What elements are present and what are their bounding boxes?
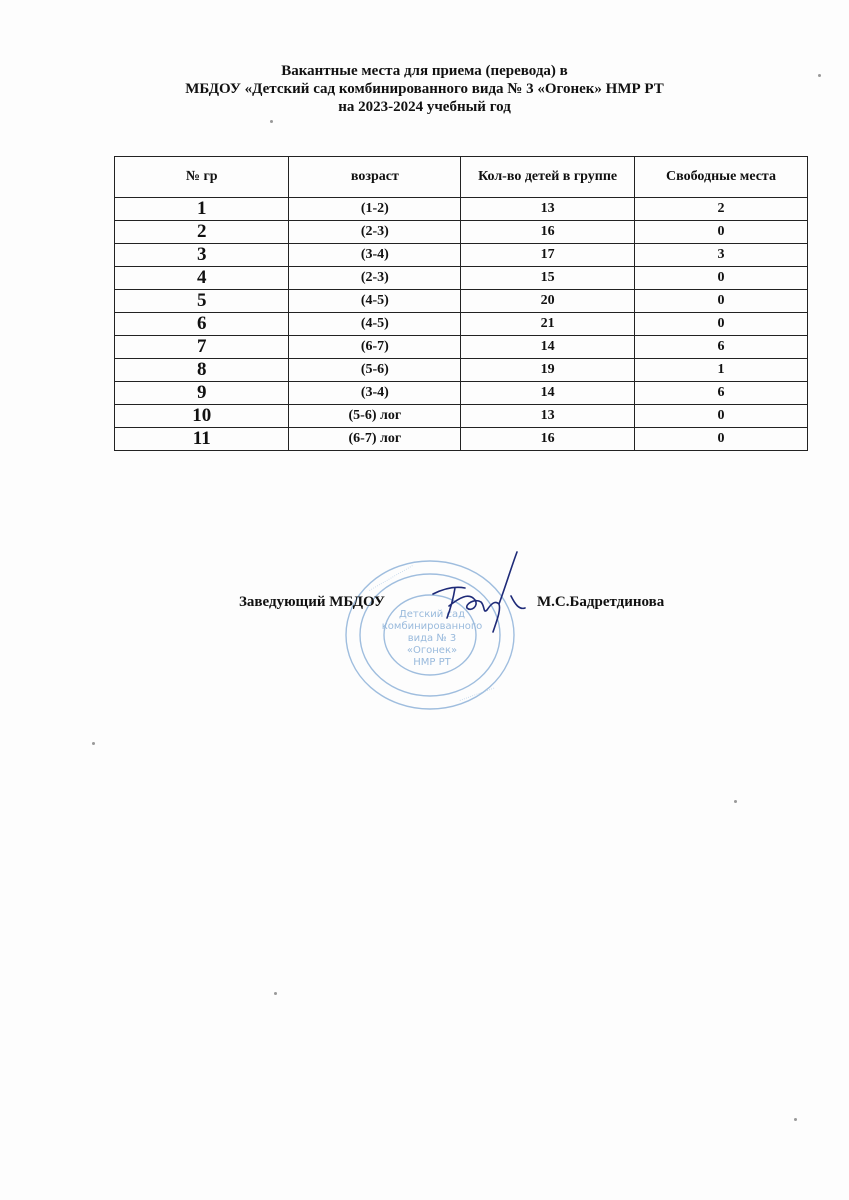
- vacancies-table: [114, 156, 808, 451]
- children-count-cell: 21: [461, 313, 635, 336]
- group-number-cell: 10: [115, 405, 289, 428]
- group-number-cell: 5: [115, 290, 289, 313]
- children-count-cell: 14: [461, 382, 635, 405]
- group-number-cell: 9: [115, 382, 289, 405]
- children-count-cell: 20: [461, 290, 635, 313]
- age-cell: (5-6): [289, 359, 461, 382]
- table-row: [115, 290, 808, 313]
- age-cell: (2-3): [289, 221, 461, 244]
- title-line-2: МБДОУ «Детский сад комбинированного вида № 3 «Огонек» НМР РТ: [185, 81, 664, 97]
- table-row: [115, 405, 808, 428]
- scan-speck: [734, 800, 737, 803]
- document-title: [0, 62, 849, 116]
- table-row: [115, 428, 808, 451]
- table-header-row: [115, 157, 808, 198]
- free-places-cell: 0: [634, 428, 807, 451]
- children-count-cell: 13: [461, 405, 635, 428]
- free-places-cell: 3: [634, 244, 807, 267]
- free-places-cell: 6: [634, 382, 807, 405]
- free-places-cell: 0: [634, 290, 807, 313]
- table-row: [115, 382, 808, 405]
- free-places-cell: 0: [634, 221, 807, 244]
- children-count-cell: 15: [461, 267, 635, 290]
- svg-text:Детский сад: Детский сад: [398, 609, 466, 620]
- children-count-cell: 16: [461, 428, 635, 451]
- free-places-cell: 0: [634, 267, 807, 290]
- title-line-1: Вакантные места для приема (перевода) в: [281, 63, 568, 79]
- handwritten-signature: [425, 548, 535, 638]
- children-count-cell: 14: [461, 336, 635, 359]
- age-cell: (6-7): [289, 336, 461, 359]
- table-row: [115, 336, 808, 359]
- age-cell: (1-2): [289, 198, 461, 221]
- scan-speck: [270, 120, 273, 123]
- scan-speck: [818, 74, 821, 77]
- free-places-cell: 1: [634, 359, 807, 382]
- age-cell: (3-4): [289, 382, 461, 405]
- children-count-cell: 17: [461, 244, 635, 267]
- scan-speck: [794, 1118, 797, 1121]
- table-row: [115, 221, 808, 244]
- svg-text:НМР РТ: НМР РТ: [413, 657, 451, 668]
- group-number-cell: 2: [115, 221, 289, 244]
- table-row: [115, 267, 808, 290]
- scan-speck: [274, 992, 277, 995]
- free-places-cell: 6: [634, 336, 807, 359]
- age-cell: (4-5): [289, 290, 461, 313]
- header-group-number: № гр: [115, 157, 289, 198]
- group-number-cell: 11: [115, 428, 289, 451]
- table-row: [115, 244, 808, 267]
- age-cell: (2-3): [289, 267, 461, 290]
- header-free-places: Свободные места: [634, 157, 807, 198]
- children-count-cell: 16: [461, 221, 635, 244]
- free-places-cell: 0: [634, 405, 807, 428]
- scan-speck: [92, 742, 95, 745]
- age-cell: (4-5): [289, 313, 461, 336]
- group-number-cell: 7: [115, 336, 289, 359]
- header-children-count: Кол-во детей в группе: [461, 157, 635, 198]
- age-cell: (6-7) лог: [289, 428, 461, 451]
- age-cell: (3-4): [289, 244, 461, 267]
- group-number-cell: 3: [115, 244, 289, 267]
- signatory-name: М.С.Бадретдинова: [537, 594, 665, 610]
- group-number-cell: 6: [115, 313, 289, 336]
- table-row: [115, 313, 808, 336]
- children-count-cell: 19: [461, 359, 635, 382]
- group-number-cell: 8: [115, 359, 289, 382]
- header-age: возраст: [289, 157, 461, 198]
- title-line-3: на 2023-2024 учебный год: [338, 99, 511, 115]
- table-row: [115, 359, 808, 382]
- svg-text:·················: ·················: [457, 684, 497, 705]
- free-places-cell: 2: [634, 198, 807, 221]
- group-number-cell: 4: [115, 267, 289, 290]
- svg-text:вида № 3: вида № 3: [407, 633, 457, 644]
- svg-text:·······················: ·······················: [367, 562, 416, 595]
- signatory-position: Заведующий МБДОУ: [239, 594, 385, 610]
- free-places-cell: 0: [634, 313, 807, 336]
- svg-text:«Огонек»: «Огонек»: [406, 645, 458, 656]
- svg-text:комбинированного: комбинированного: [381, 621, 483, 632]
- table-row: [115, 198, 808, 221]
- children-count-cell: 13: [461, 198, 635, 221]
- age-cell: (5-6) лог: [289, 405, 461, 428]
- group-number-cell: 1: [115, 198, 289, 221]
